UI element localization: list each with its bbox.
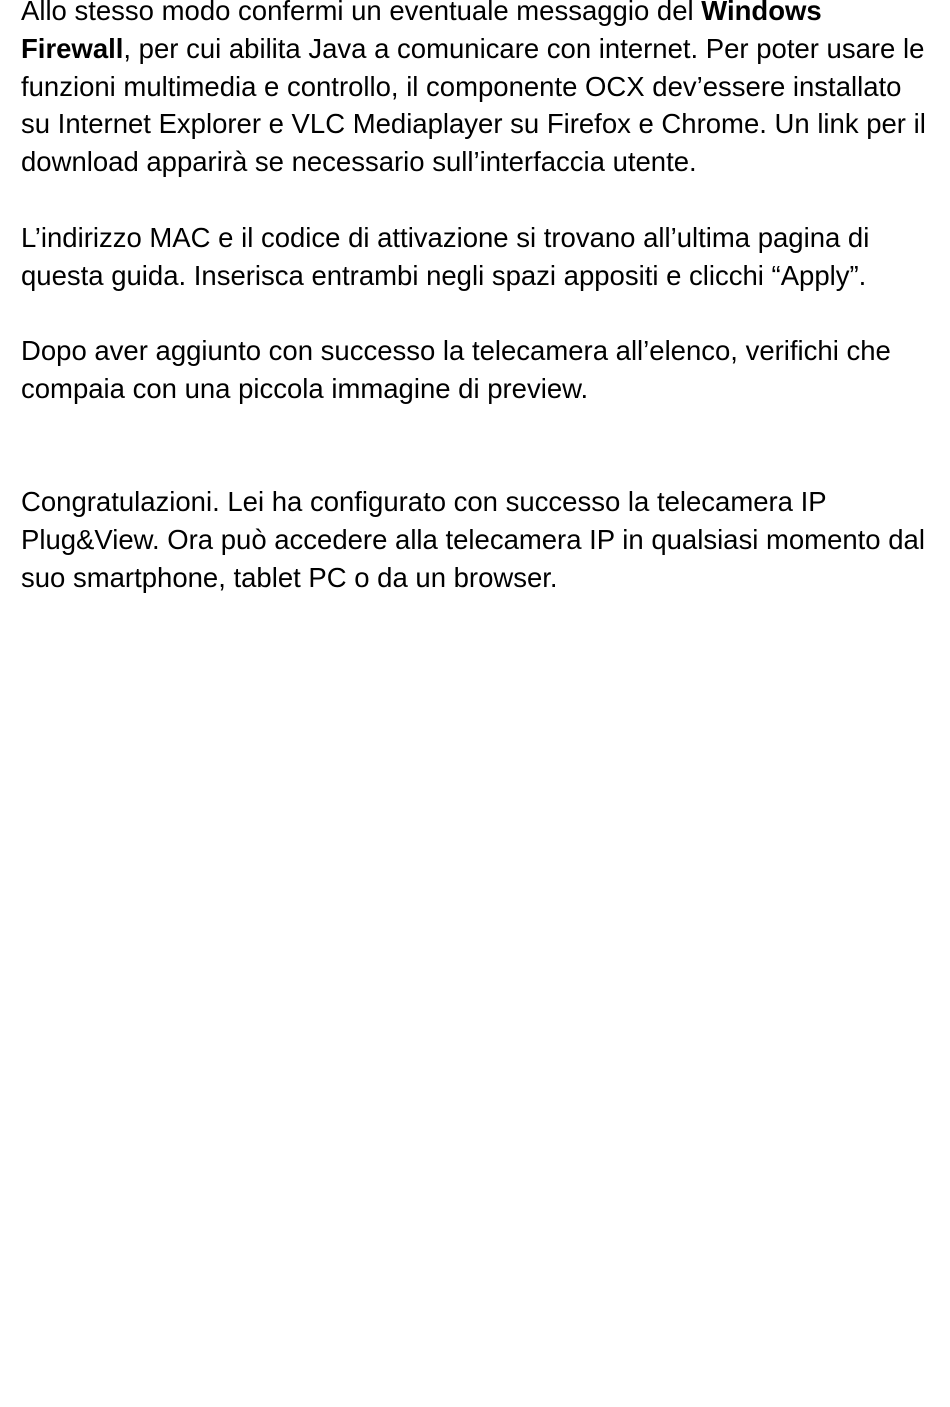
paragraph-congratulations: Congratulazioni. Lei ha configurato con successo la telecamera IP Plug&View. Ora può accedere alla telecamera IP in qualsiasi momento dal suo smartphone, tablet PC o da un browser.: [21, 486, 925, 593]
paragraph-camera-preview: Dopo aver aggiunto con successo la telecamera all’elenco, verifichi che compaia con una piccola immagine di preview.: [21, 335, 891, 404]
document-page: [21, 0, 931, 597]
paragraph-firewall-ocx: [21, 0, 931, 181]
paragraph-firewall-text-start: Allo stesso modo confermi un eventuale messaggio del: [21, 0, 702, 26]
windows-firewall-bold: Windows Firewall: [21, 0, 822, 64]
paragraph-mac-activation: L’indirizzo MAC e il codice di attivazione si trovano all’ultima pagina di questa guida. Inserisca entrambi negli spazi appositi e clicchi “Apply”.: [21, 221, 870, 291]
paragraph-firewall-text-end: , per cui abilita Java a comunicare con internet. Per poter usare le funzioni multimedia e controllo, il componente OCX dev’essere installato su Internet Explorer e VLC Mediaplayer su Firefox e Chrome. Un link per il download apparirà se necessario sull’interfaccia utente.: [21, 32, 926, 178]
